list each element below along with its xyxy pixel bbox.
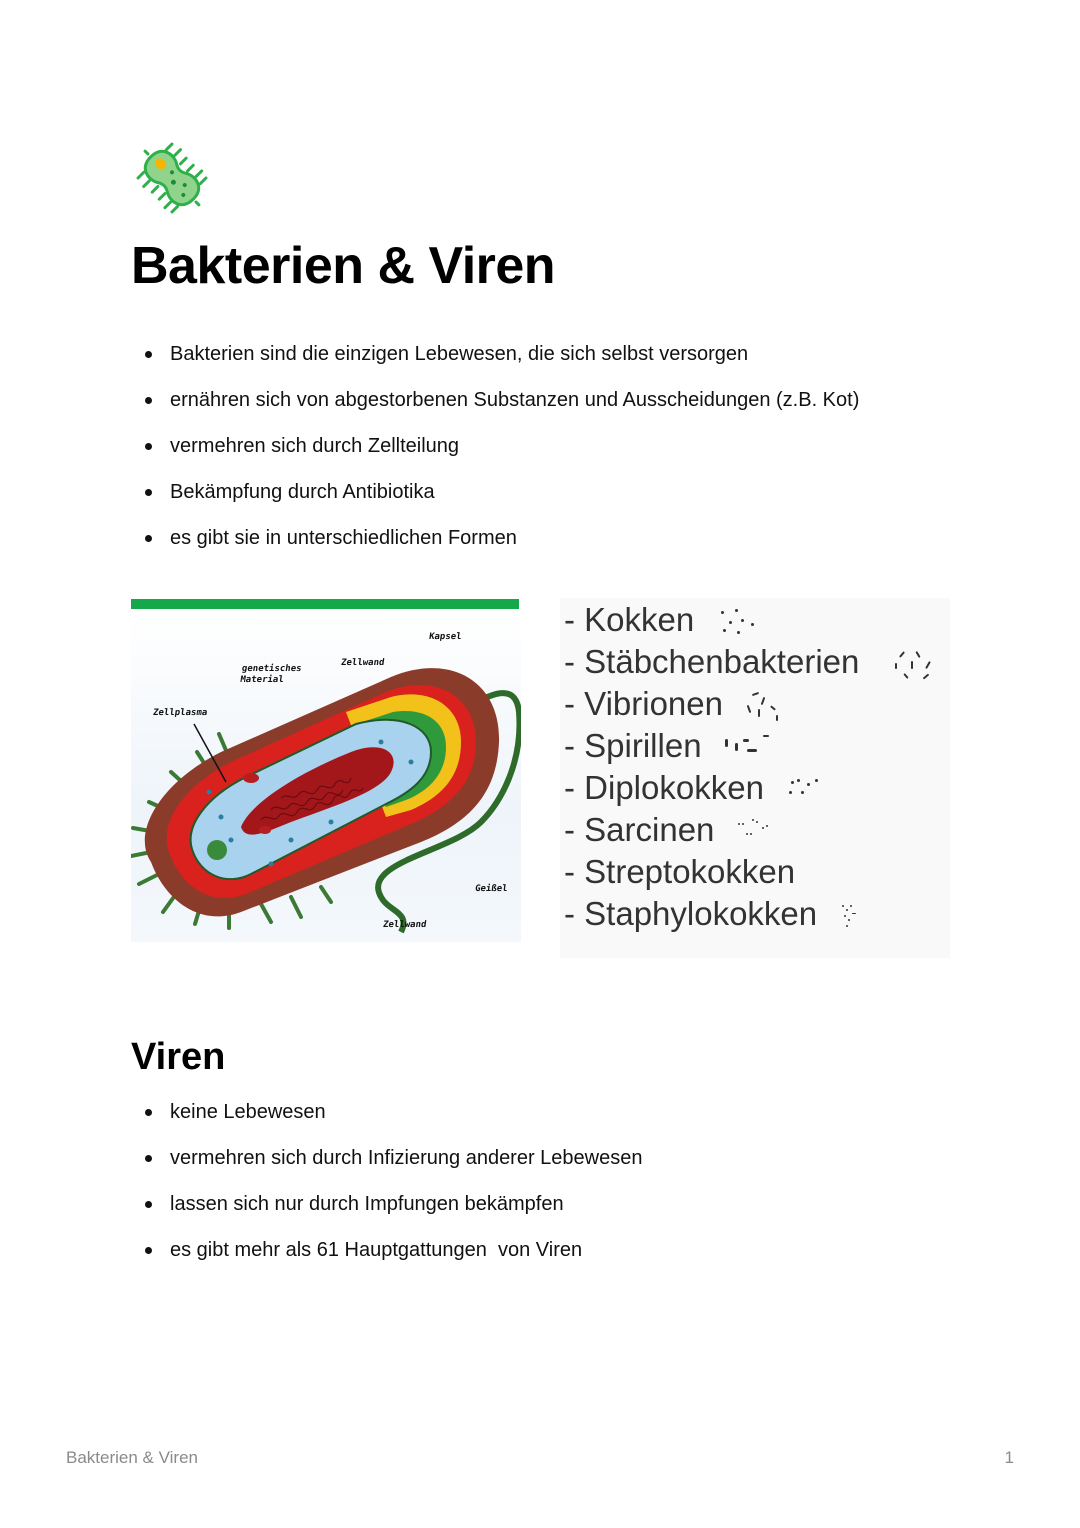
form-kokken: - Kokken <box>564 600 775 640</box>
form-staebchenbakterien: - Stäbchenbakterien <box>564 642 941 682</box>
section-heading-viren: Viren <box>131 1036 226 1078</box>
label-zellwand-top: Zellwand <box>340 658 386 668</box>
list-item: vermehren sich durch Infizierung anderer Lebewesen <box>131 1146 643 1192</box>
form-streptokokken: - Streptokokken <box>564 853 796 890</box>
label-zellplasma: Zellplasma <box>152 708 208 718</box>
sarcinen-shape-icon <box>736 817 796 847</box>
label-geissel: Geißel <box>474 884 509 894</box>
list-item: Bekämpfung durch Antibiotika <box>131 480 859 526</box>
footer-title: Bakterien & Viren <box>66 1448 198 1467</box>
form-spirillen: - Spirillen <box>564 726 783 766</box>
accent-bar <box>131 599 519 609</box>
diplokokken-shape-icon <box>785 775 845 805</box>
staphylokokken-shape-icon <box>838 901 898 931</box>
page-title: Bakterien & Viren <box>131 237 556 295</box>
list-item: ernähren sich von abgestorbenen Substanzen und Ausscheidungen (z.B. Kot) <box>131 388 859 434</box>
bacteria-facts-list <box>131 342 859 572</box>
form-staphylokokken: - Staphylokokken <box>564 894 898 934</box>
label-kapsel: Kapsel <box>428 632 463 642</box>
vibrionen-shape-icon <box>744 691 804 721</box>
list-item: es gibt mehr als 61 Hauptgattungen von Viren <box>131 1238 643 1284</box>
list-item: lassen sich nur durch Impfungen bekämpfen <box>131 1192 643 1238</box>
microbe-icon <box>134 140 210 216</box>
form-diplokokken: - Diplokokken <box>564 768 845 808</box>
label-genetisches-material: genetisches Material <box>239 664 303 685</box>
form-sarcinen: - Sarcinen <box>564 810 796 850</box>
kokken-shape-icon <box>715 607 775 637</box>
list-item: keine Lebewesen <box>131 1100 643 1146</box>
staebchen-shape-icon <box>881 649 941 679</box>
list-item: Bakterien sind die einzigen Lebewesen, die sich selbst versorgen <box>131 342 859 388</box>
form-vibrionen: - Vibrionen <box>564 684 804 724</box>
list-item: es gibt sie in unterschiedlichen Formen <box>131 526 859 572</box>
viren-facts-list <box>131 1100 643 1284</box>
bacterium-diagram <box>131 612 521 942</box>
page-number: 1 <box>1004 1448 1014 1467</box>
spirillen-shape-icon <box>723 733 783 763</box>
label-zellwand-bottom: Zellwand <box>382 920 428 930</box>
list-item: vermehren sich durch Zellteilung <box>131 434 859 480</box>
bacteria-forms-image <box>560 598 950 958</box>
